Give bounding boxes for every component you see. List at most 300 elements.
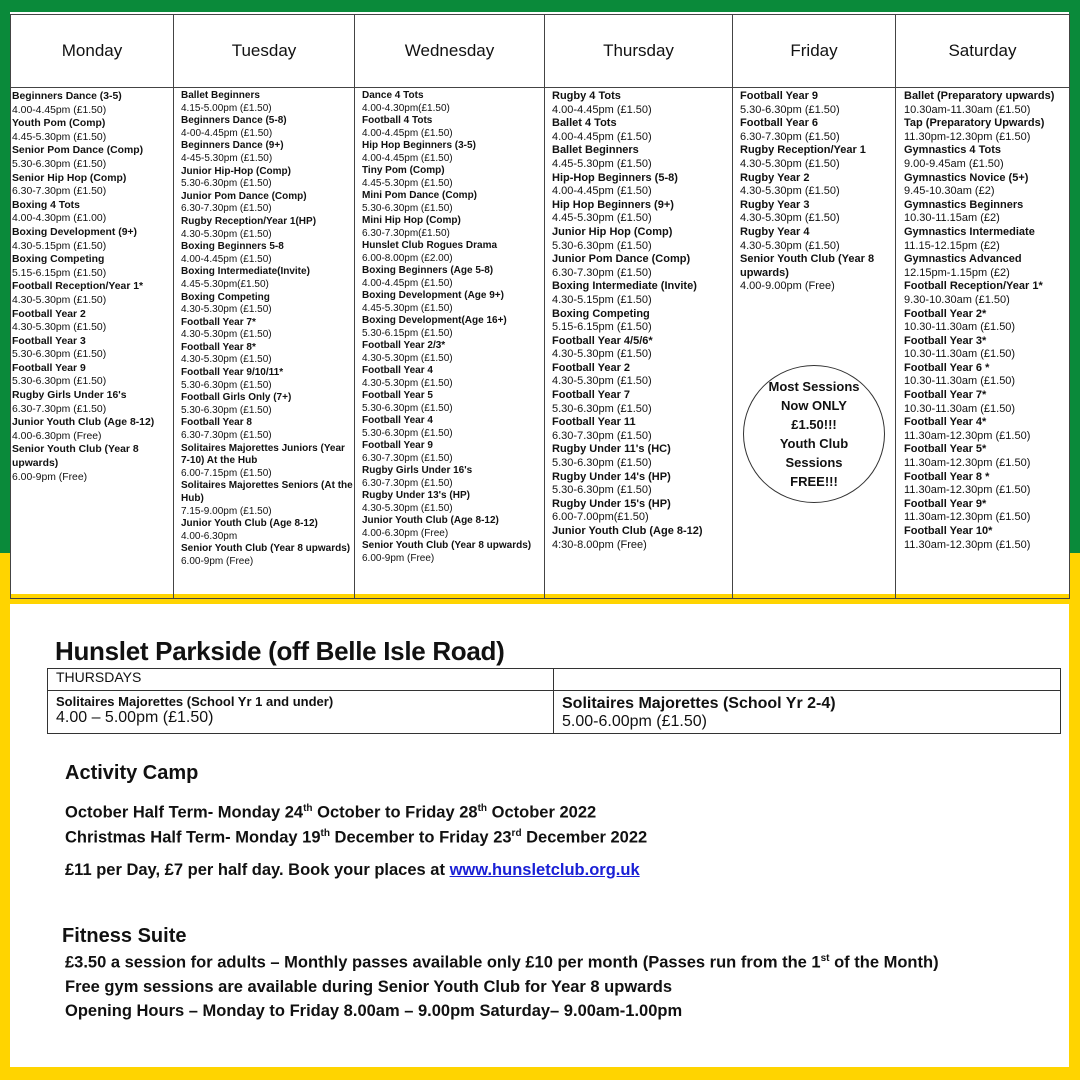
session-name: Junior Youth Club (Age 8-12): [12, 417, 155, 429]
session-entry: [12, 90, 173, 117]
session-name: Boxing Competing: [12, 254, 105, 266]
session-entry: [181, 367, 354, 392]
session-time: 11.30pm-12.30pm (£1.50): [904, 130, 1031, 143]
session-entry: [362, 240, 544, 265]
session-name: Senior Youth Club (Year 8 upwards): [181, 543, 351, 555]
session-name: Football Year 6 *: [904, 361, 990, 374]
session-name: Football Year 3: [12, 335, 86, 347]
session-entry: [181, 480, 354, 518]
session-entry: [12, 416, 173, 443]
session-time: 4.00-4.30pm(£1.50): [362, 102, 450, 114]
session-time: 4.45-5.30pm (£1.50): [552, 157, 652, 170]
day-header-saturday: Saturday: [896, 15, 1070, 88]
hp-session-cell: [554, 691, 1061, 734]
free-gym-line: Free gym sessions are available during Senior Youth Club for Year 8 upwards: [65, 978, 673, 996]
session-entry: [904, 525, 1069, 552]
session-name: Senior Youth Club (Year 8 upwards): [362, 540, 532, 551]
session-time: 5.30-6.30pm (£1.50): [12, 376, 107, 388]
session-name: Football Year 7*: [181, 316, 256, 328]
session-time: 5.30-6.30pm (£1.50): [181, 379, 272, 391]
session-time: 4.00-4.45pm (£1.50): [552, 130, 652, 143]
session-entry: [362, 540, 544, 565]
session-entry: [904, 389, 1069, 416]
session-entry: [904, 117, 1069, 144]
session-entry: [181, 518, 354, 543]
session-entry: [552, 335, 732, 362]
session-time: 5.30-6.15pm (£1.50): [362, 327, 453, 339]
session-name: Boxing 4 Tots: [12, 199, 80, 211]
hp-session-time: 4.00 – 5.00pm (£1.50): [56, 709, 214, 726]
session-entry: [181, 216, 354, 241]
session-name: Rugby Under 11's (HC): [552, 443, 671, 456]
session-name: Tiny Pom (Comp): [362, 165, 445, 176]
session-entry: [362, 390, 544, 415]
october-half-term-line: October Half Term- Monday 24th October to Friday 28th October 2022: [65, 803, 597, 822]
session-time: 4.30-5.30pm (£1.50): [12, 294, 107, 306]
session-entry: [552, 416, 732, 443]
timetable-header-row: [11, 15, 1070, 88]
session-name: Ballet 4 Tots: [552, 117, 617, 130]
session-name: Youth Pom (Comp): [12, 118, 106, 130]
session-name: Boxing Competing: [181, 291, 270, 303]
session-entry: [181, 241, 354, 266]
session-time: 6.30-7.30pm (£1.50): [552, 429, 652, 442]
session-time: 10.30-11.30am (£1.50): [904, 375, 1016, 388]
session-entry: [904, 199, 1069, 226]
session-entry: [181, 266, 354, 291]
day-column-wednesday: [355, 88, 545, 599]
session-name: Hunslet Club Rogues Drama: [362, 240, 498, 251]
activity-camp-title: Activity Camp: [65, 762, 199, 784]
session-entry: [552, 253, 732, 280]
session-time: 4.30-5.15pm (£1.50): [12, 240, 107, 252]
session-entry: [12, 362, 173, 389]
session-name: Beginners Dance (9+): [181, 140, 284, 152]
session-entry: [362, 465, 544, 490]
day-header-tuesday: Tuesday: [174, 15, 355, 88]
day-column-thursday: [545, 88, 733, 599]
session-entry: [362, 290, 544, 315]
session-time: 6.30-7.30pm (£1.50): [362, 452, 453, 464]
session-time: 4.00-6.30pm (Free): [12, 430, 102, 442]
session-name: Hip Hop Beginners (3-5): [362, 140, 476, 151]
session-time: 5.30-6.30pm (£1.50): [362, 427, 453, 439]
badge-line: Sessions: [785, 455, 843, 470]
session-time: 6.00-7.00pm(£1.50): [552, 511, 649, 524]
session-time: 5.30-6.30pm (£1.50): [552, 484, 652, 497]
session-name: Gymnastics Novice (5+): [904, 171, 1029, 184]
session-time: 4.30-5.30pm (£1.50): [740, 157, 840, 170]
session-time: 5.30-6.30pm (£1.50): [552, 239, 652, 252]
session-time: 4.30-5.30pm (£1.50): [740, 239, 840, 252]
session-time: 5.15-6.15pm (£1.50): [552, 321, 652, 334]
hunslet-parkside-table: [47, 668, 1061, 734]
session-name: Gymnastics Beginners: [904, 198, 1024, 211]
session-name: Football Year 9*: [904, 497, 987, 510]
session-name: Football Year 2: [12, 308, 86, 320]
session-entry: [12, 226, 173, 253]
session-time: 11.30am-12.30pm (£1.50): [904, 538, 1031, 551]
session-name: Senior Youth Club (Year 8 upwards): [12, 444, 139, 470]
session-entry: [181, 443, 354, 481]
session-time: 10.30-11.30am (£1.50): [904, 348, 1016, 361]
weekly-timetable: [10, 14, 1070, 599]
session-entry: [740, 117, 895, 144]
session-entry: [904, 90, 1069, 117]
session-time: 9.00-9.45am (£1.50): [904, 157, 1004, 170]
session-time: 6.30-7.30pm (£1.50): [181, 203, 272, 215]
session-time: 4.00-6.30pm: [181, 530, 238, 542]
session-time: 6.30-7.30pm (£1.50): [552, 266, 652, 279]
session-entry: [12, 172, 173, 199]
session-entry: [362, 165, 544, 190]
session-entry: [740, 226, 895, 253]
session-entry: [362, 140, 544, 165]
session-time: 4.30-5.30pm (£1.50): [181, 304, 272, 316]
session-time: 4.00-4.45pm (£1.50): [12, 104, 107, 116]
christmas-half-term-line: Christmas Half Term- Monday 19th December to Friday 23rd December 2022: [65, 828, 648, 847]
session-time: 11.30am-12.30pm (£1.50): [904, 484, 1031, 497]
session-name: Football Year 3*: [904, 334, 987, 347]
session-name: Beginners Dance (3-5): [12, 91, 122, 102]
session-name: Football Year 8: [181, 417, 252, 429]
session-time: 5.30-6.30pm (£1.50): [552, 402, 652, 415]
session-time: 6.00-9pm (Free): [181, 555, 254, 567]
session-time: 5.30-6.30pm (£1.50): [12, 349, 107, 361]
session-time: 4.00-4.30pm (£1.00): [12, 213, 107, 225]
session-name: Football Reception/Year 1*: [904, 280, 1043, 293]
session-time: 4-45-5.30pm (£1.50): [181, 152, 273, 164]
session-entry: [181, 317, 354, 342]
session-entry: [12, 144, 173, 171]
session-name: Rugby Girls Under 16's: [362, 465, 473, 476]
session-time: 4.30-5.30pm (£1.50): [552, 348, 652, 361]
session-time: 4.30-5.30pm (£1.50): [740, 212, 840, 225]
hp-header-row: [48, 669, 1061, 691]
session-name: Football Year 9: [12, 362, 86, 374]
activity-camp-price-line: £11 per Day, £7 per half day. Book your places at www.hunsletclub.org.uk: [65, 861, 640, 879]
session-time: 10.30am-11.30am (£1.50): [904, 103, 1031, 116]
session-name: Rugby Reception/Year 1: [740, 144, 866, 157]
session-name: Football Year 9: [362, 440, 433, 451]
session-name: Boxing Intermediate(Invite): [181, 266, 310, 278]
session-time: 6.30-7.30pm (£1.50): [181, 430, 272, 442]
session-time: 6.00-9pm (Free): [362, 552, 435, 564]
session-entry: [740, 253, 895, 294]
session-time: 4.00-4.45pm (£1.50): [181, 253, 272, 265]
session-entry: [552, 525, 732, 552]
session-entry: [12, 335, 173, 362]
badge-line: Most Sessions: [768, 379, 860, 394]
session-entry: [362, 340, 544, 365]
session-name: Ballet Beginners: [181, 90, 260, 101]
session-entry: [552, 389, 732, 416]
session-entry: [904, 226, 1069, 253]
hp-session-time: 5.00-6.00pm (£1.50): [562, 713, 707, 730]
session-entry: [552, 117, 732, 144]
session-name: Football Reception/Year 1*: [12, 281, 144, 293]
session-time: 4:30-8.00pm (Free): [552, 538, 647, 551]
session-time: 11.30am-12.30pm (£1.50): [904, 511, 1031, 524]
session-name: Football Year 2*: [904, 307, 987, 320]
session-name: Junior Youth Club (Age 8-12): [181, 518, 318, 530]
session-entry: [552, 498, 732, 525]
session-entry: [181, 392, 354, 417]
session-entry: [181, 543, 354, 568]
session-name: Football Year 4*: [904, 416, 987, 429]
session-time: 4.00-4.45pm (£1.50): [362, 152, 453, 164]
hp-session-cell: [48, 691, 554, 734]
session-name: Gymnastics Intermediate: [904, 225, 1035, 238]
session-entry: [552, 280, 732, 307]
session-entry: [552, 443, 732, 470]
session-time: 4.30-5.30pm (£1.50): [181, 354, 272, 366]
session-entry: [362, 215, 544, 240]
session-name: Football Year 11: [552, 416, 636, 429]
session-name: Football 4 Tots: [362, 115, 433, 126]
session-entry: [904, 280, 1069, 307]
session-name: Boxing Competing: [552, 307, 650, 320]
session-time: 4.30-5.30pm (£1.50): [181, 228, 272, 240]
badge-line: FREE!!!: [790, 474, 838, 489]
session-entry: [552, 172, 732, 199]
session-name: Football Girls Only (7+): [181, 392, 292, 404]
session-entry: [740, 144, 895, 171]
session-time: 4.30-5.30pm (£1.50): [362, 352, 453, 364]
session-name: Rugby Girls Under 16's: [12, 390, 127, 402]
session-entry: [12, 280, 173, 307]
session-entry: [552, 90, 732, 117]
session-time: 4.30-5.30pm (£1.50): [12, 322, 107, 334]
session-entry: [181, 417, 354, 442]
session-time: 5.30-6.30pm (£1.50): [740, 103, 840, 116]
session-name: Football Year 2: [552, 361, 631, 374]
session-name: Football Year 4: [362, 415, 433, 426]
session-entry: [362, 515, 544, 540]
session-name: Rugby Under 15's (HP): [552, 497, 671, 510]
session-entry: [904, 172, 1069, 199]
session-entry: [362, 415, 544, 440]
session-entry: [12, 389, 173, 416]
session-name: Hip Hop Beginners (9+): [552, 198, 674, 211]
session-name: Solitaires Majorettes Juniors (Year 7-10) At the Hub: [181, 442, 345, 467]
session-name: Junior Pom Dance (Comp): [552, 253, 691, 266]
session-name: Dance 4 Tots: [362, 90, 424, 101]
session-entry: [362, 190, 544, 215]
session-time: 10.30-11.30am (£1.50): [904, 402, 1016, 415]
session-time: 6.30-7.30pm(£1.50): [362, 227, 450, 239]
session-entry: [181, 140, 354, 165]
badge-line: Now ONLY: [781, 398, 847, 413]
session-time: 6.30-7.30pm (£1.50): [740, 130, 840, 143]
session-time: 4.30-5.30pm (£1.50): [362, 502, 453, 514]
session-time: 11.30am-12.30pm (£1.50): [904, 429, 1031, 442]
session-name: Football Year 5: [362, 390, 433, 401]
session-time: 4.30-5.30pm (£1.50): [181, 329, 272, 341]
session-time: 4.00-6.30pm (Free): [362, 527, 449, 539]
session-name: Senior Hip Hop (Comp): [12, 172, 127, 184]
session-entry: [904, 362, 1069, 389]
session-entry: [181, 90, 354, 115]
day-column-tuesday: [174, 88, 355, 599]
session-name: Football Year 2/3*: [362, 340, 446, 351]
hp-sessions-row: [48, 691, 1061, 734]
session-name: Rugby Year 3: [740, 198, 810, 211]
hp-session-name: Solitaires Majorettes (School Yr 2-4): [562, 695, 836, 712]
hunslet-club-website-link[interactable]: www.hunsletclub.org.uk: [449, 861, 640, 879]
session-time: 5.30-6.30pm (£1.50): [181, 178, 272, 190]
session-name: Boxing Beginners 5-8: [181, 241, 284, 253]
session-name: Football Year 5*: [904, 443, 987, 456]
session-entry: [362, 265, 544, 290]
session-time: 6.00-9pm (Free): [12, 471, 88, 483]
session-name: Football Year 9: [740, 90, 819, 102]
session-entry: [552, 308, 732, 335]
day-header-thursday: Thursday: [545, 15, 733, 88]
session-time: 4.00-4.45pm (£1.50): [552, 185, 652, 198]
session-entry: [181, 292, 354, 317]
session-entry: [181, 166, 354, 191]
session-name: Junior Youth Club (Age 8-12): [552, 525, 703, 537]
session-name: Junior Hip Hop (Comp): [552, 225, 673, 238]
session-entry: [904, 144, 1069, 171]
session-entry: [362, 365, 544, 390]
session-name: Tap (Preparatory Upwards): [904, 117, 1045, 130]
session-name: Gymnastics 4 Tots: [904, 144, 1001, 157]
session-name: Rugby Reception/Year 1(HP): [181, 215, 317, 227]
session-name: Boxing Intermediate (Invite): [552, 280, 697, 293]
session-name: Gymnastics Advanced: [904, 253, 1022, 266]
session-name: Football Year 7: [552, 389, 631, 402]
session-entry: [904, 443, 1069, 470]
session-entry: [552, 199, 732, 226]
opening-hours-line: Opening Hours – Monday to Friday 8.00am – 9.00pm Saturday– 9.00am-1.00pm: [65, 1002, 683, 1020]
session-time: 9.45-10.30am (£2): [904, 185, 995, 198]
session-time: 5.15-6.15pm (£1.50): [12, 267, 107, 279]
session-time: 4.00-4.45pm (£1.50): [362, 127, 453, 139]
session-name: Football Year 4: [362, 365, 433, 376]
session-time: 4.45-5.30pm (£1.50): [362, 302, 453, 314]
session-time: 4.45-5.30pm(£1.50): [181, 278, 269, 290]
session-name: Football Year 8*: [181, 341, 256, 353]
day-column-monday: [11, 88, 174, 599]
session-time: 4-00-4.45pm (£1.50): [181, 127, 273, 139]
session-entry: [552, 226, 732, 253]
session-time: 6.00-7.15pm (£1.50): [181, 467, 272, 479]
session-time: 5.30-6.30pm (£1.50): [552, 457, 652, 470]
session-name: Rugby Under 13's (HP): [362, 490, 470, 501]
session-entry: [362, 90, 544, 115]
session-name: Ballet Beginners: [552, 144, 639, 157]
session-name: Football Year 8 *: [904, 470, 990, 483]
session-name: Football Year 6: [740, 117, 819, 130]
session-entry: [181, 342, 354, 367]
session-name: Hip-Hop Beginners (5-8): [552, 171, 678, 184]
session-time: 4.45-5.30pm (£1.50): [12, 131, 107, 143]
session-entry: [740, 90, 895, 117]
session-time: 6.30-7.30pm (£1.50): [362, 477, 453, 489]
price-offer-badge: [743, 365, 885, 503]
session-time: 6.30-7.30pm (£1.50): [12, 403, 107, 415]
session-entry: [362, 315, 544, 340]
session-name: Junior Hip-Hop (Comp): [181, 165, 291, 177]
session-time: 9.30-10.30am (£1.50): [904, 293, 1010, 306]
session-name: Rugby Year 2: [740, 171, 810, 184]
day-header-friday: Friday: [733, 15, 896, 88]
session-time: 4.45-5.30pm (£1.50): [362, 177, 453, 189]
session-entry: [362, 115, 544, 140]
session-time: 4.00-4.45pm (£1.50): [362, 277, 453, 289]
session-entry: [552, 144, 732, 171]
session-entry: [552, 362, 732, 389]
hp-day-label: THURSDAYS: [48, 669, 554, 691]
badge-line: Youth Club: [779, 436, 849, 451]
session-entry: [904, 335, 1069, 362]
fitness-price-line: £3.50 a session for adults – Monthly passes available only £10 per month (Passes run from the 1st of the Month): [65, 953, 939, 972]
session-entry: [12, 443, 173, 484]
session-name: Football Year 9/10/11*: [181, 367, 284, 379]
session-time: 4.45-5.30pm (£1.50): [552, 212, 652, 225]
session-name: Boxing Beginners (Age 5-8): [362, 265, 494, 276]
hunslet-parkside-title: Hunslet Parkside (off Belle Isle Road): [55, 636, 505, 666]
session-time: 5.30-6.30pm (£1.50): [181, 404, 272, 416]
hp-session-name: Solitaires Majorettes (School Yr 1 and under): [56, 694, 334, 709]
session-time: 4.30-5.30pm (£1.50): [552, 375, 652, 388]
session-time: 11.15-12.15pm (£2): [904, 239, 1000, 252]
session-name: Football Year 7*: [904, 389, 987, 402]
session-entry: [904, 308, 1069, 335]
session-time: 4.00-9.00pm (Free): [740, 280, 835, 293]
timetable-body-row: [11, 88, 1070, 599]
session-name: Senior Youth Club (Year 8 upwards): [740, 253, 875, 279]
session-time: 4.15-5.00pm (£1.50): [181, 102, 272, 114]
session-entry: [740, 199, 895, 226]
day-header-wednesday: Wednesday: [355, 15, 545, 88]
session-name: Junior Pom Dance (Comp): [181, 190, 307, 202]
session-time: 10.30-11.30am (£1.50): [904, 321, 1016, 334]
session-name: Football Year 10*: [904, 525, 993, 537]
session-entry: [181, 191, 354, 216]
session-entry: [181, 115, 354, 140]
session-time: 7.15-9.00pm (£1.50): [181, 505, 272, 517]
session-entry: [12, 117, 173, 144]
session-time: 4.00-4.45pm (£1.50): [552, 103, 652, 116]
session-time: 12.15pm-1.15pm (£2): [904, 266, 1010, 279]
session-time: 10.30-11.15am (£2): [904, 212, 1000, 225]
session-entry: [12, 308, 173, 335]
session-name: Beginners Dance (5-8): [181, 115, 287, 127]
day-header-monday: Monday: [11, 15, 174, 88]
badge-line: £1.50!!!: [791, 417, 837, 432]
session-entry: [904, 253, 1069, 280]
session-name: Boxing Development(Age 16+): [362, 315, 507, 326]
session-name: Football Year 4/5/6*: [552, 334, 653, 347]
session-time: 5.30-6.30pm (£1.50): [362, 402, 453, 414]
session-entry: [362, 440, 544, 465]
session-entry: [904, 498, 1069, 525]
session-name: Solitaires Majorettes Seniors (At the Hub): [181, 480, 353, 504]
session-entry: [12, 253, 173, 280]
session-entry: [362, 490, 544, 515]
session-time: 11.30am-12.30pm (£1.50): [904, 457, 1031, 470]
session-entry: [904, 471, 1069, 498]
hp-empty-cell: [554, 669, 1061, 691]
session-time: 4.30-5.30pm (£1.50): [362, 377, 453, 389]
session-entry: [12, 199, 173, 226]
session-name: Rugby 4 Tots: [552, 90, 621, 102]
session-entry: [904, 416, 1069, 443]
session-name: Rugby Under 14's (HP): [552, 470, 671, 483]
